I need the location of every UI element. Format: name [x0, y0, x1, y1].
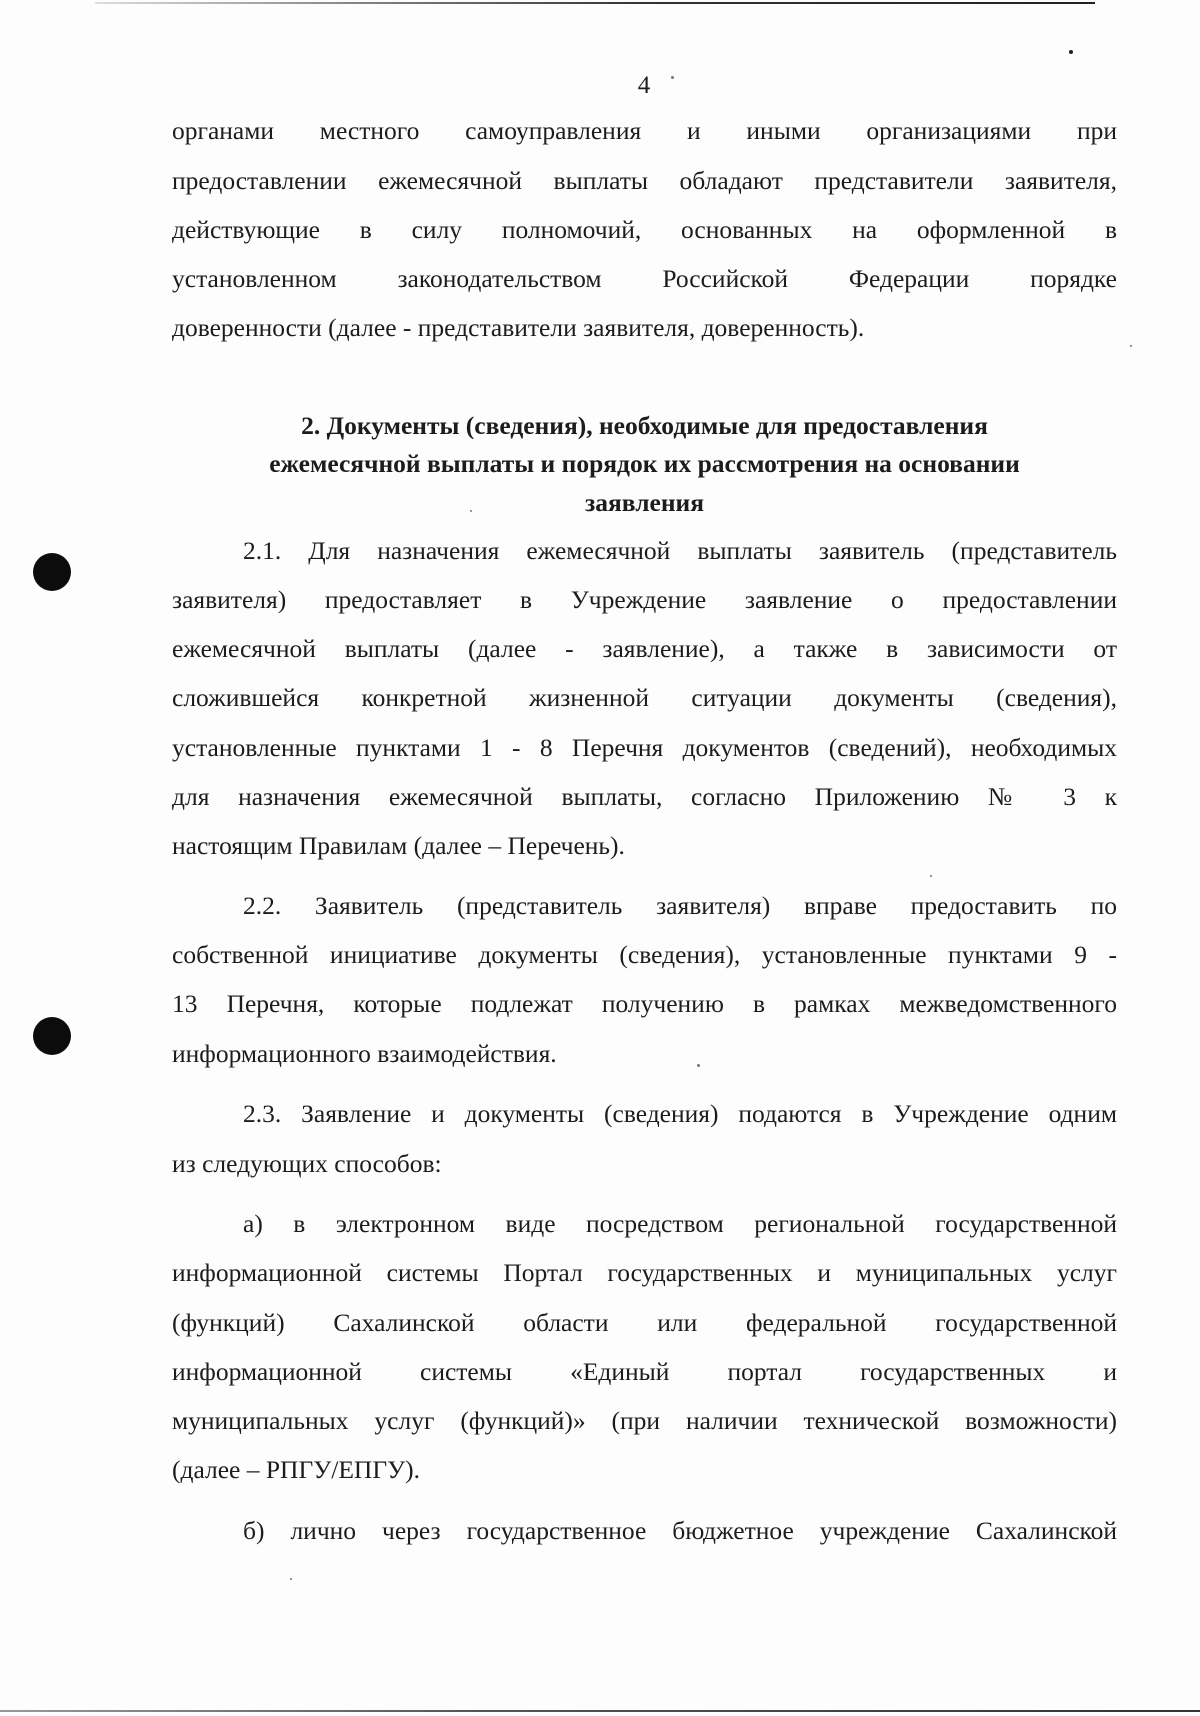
scan-speck — [930, 875, 932, 877]
intro-line: органами местного самоуправления и иными организациями при — [172, 116, 1117, 145]
item-a-line: информационной системы «Единый портал государственных и — [172, 1357, 1117, 1386]
para-2-2-line: информационного взаимодействия. — [172, 1039, 557, 1068]
para-2-1-line: сложившейся конкретной жизненной ситуации документы (сведения), — [172, 683, 1117, 712]
section-heading-line: заявления — [584, 488, 705, 517]
intro-line: доверенности (далее - представители заявителя, доверенность). — [172, 313, 865, 342]
item-b-line: б) лично через государственное бюджетное учреждение Сахалинской — [243, 1516, 1117, 1545]
item-a-line: муниципальных услуг (функций)» (при наличии технической возможности) — [172, 1406, 1117, 1435]
para-2-3-line: из следующих способов: — [172, 1149, 442, 1178]
para-2-1-line: 2.1. Для назначения ежемесячной выплаты заявитель (представитель — [243, 536, 1117, 565]
punch-hole-upper — [33, 553, 71, 591]
para-2-3-line: 2.3. Заявление и документы (сведения) подаются в Учреждение одним — [243, 1099, 1117, 1128]
page-number: 4 — [637, 72, 651, 99]
para-2-2-line: 2.2. Заявитель (представитель заявителя) вправе предоставить по — [243, 891, 1117, 920]
scan-speck — [1130, 345, 1132, 347]
scan-top-edge — [95, 2, 1095, 4]
intro-line: действующие в силу полномочий, основанных на оформленной в — [172, 215, 1117, 244]
scan-speck — [1069, 50, 1073, 54]
intro-line: предоставлении ежемесячной выплаты обладают представители заявителя, — [172, 166, 1117, 195]
para-2-1-line: установленные пунктами 1 - 8 Перечня документов (сведений), необходимых — [172, 733, 1117, 762]
para-2-1-line: для назначения ежемесячной выплаты, согласно Приложению № 3 к — [172, 782, 1117, 811]
section-heading-line: 2. Документы (сведения), необходимые для предоставления — [301, 411, 988, 440]
intro-line: установленном законодательством Российской Федерации порядке — [172, 264, 1117, 293]
para-2-1-line: ежемесячной выплаты (далее - заявление), а также в зависимости от — [172, 634, 1117, 663]
section-heading-line: ежемесячной выплаты и порядок их рассмотрения на основании — [269, 449, 1020, 478]
para-2-2-line: 13 Перечня, которые подлежат получению в рамках межведомственного — [172, 989, 1117, 1018]
item-a-line: а) в электронном виде посредством региональной государственной — [243, 1209, 1117, 1238]
item-a-line: информационной системы Портал государственных и муниципальных услуг — [172, 1258, 1117, 1287]
item-a-line: (функций) Сахалинской области или федеральной государственной — [172, 1308, 1117, 1337]
punch-hole-lower — [33, 1017, 71, 1055]
para-2-1-line: заявителя) предоставляет в Учреждение заявление о предоставлении — [172, 585, 1117, 614]
scan-bottom-edge — [0, 1710, 1200, 1712]
item-a-line: (далее – РПГУ/ЕПГУ). — [172, 1455, 421, 1484]
para-2-2-line: собственной инициативе документы (сведения), установленные пунктами 9 - — [172, 940, 1117, 969]
para-2-1-line: настоящим Правилам (далее – Перечень). — [172, 831, 625, 860]
scan-speck — [290, 1578, 292, 1580]
